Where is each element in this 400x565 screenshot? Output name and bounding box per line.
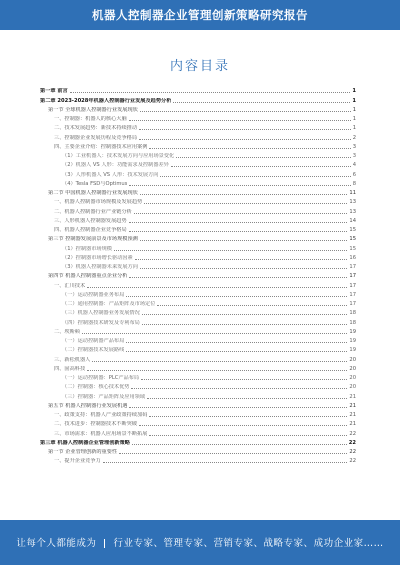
toc-entry-page: 20: [349, 375, 356, 381]
toc-entry[interactable]: [40, 150, 356, 159]
toc-entry[interactable]: [40, 455, 356, 464]
toc-entry-title: 一、汇川技术: [54, 282, 86, 289]
toc-entry[interactable]: [40, 141, 356, 150]
toc-entry[interactable]: [40, 252, 356, 261]
toc-entry[interactable]: [40, 205, 356, 214]
toc-entry[interactable]: [40, 261, 356, 270]
toc-entry[interactable]: [40, 344, 356, 353]
toc-entry[interactable]: [40, 372, 356, 381]
toc-entry-page: 1: [352, 116, 356, 122]
toc-entry-title: （3）人形机器人 VS 人形：技术发展方向: [62, 171, 159, 178]
toc-entry-page: 21: [349, 393, 356, 400]
toc-entry-page: 1: [352, 125, 356, 132]
toc-leader-dots: [119, 453, 347, 454]
toc-entry-page: 17: [349, 301, 356, 307]
toc-entry-title: （二）控制器：核心技术优势: [62, 384, 130, 391]
toc-entry[interactable]: [40, 104, 356, 113]
toc-entry[interactable]: [40, 353, 356, 362]
toc-entry-title: （1）控制器市场规模: [62, 245, 112, 252]
toc-entry[interactable]: [40, 418, 356, 427]
toc-entry-page: 13: [349, 199, 356, 206]
toc-entry[interactable]: [40, 307, 356, 316]
toc-leader-dots: [82, 333, 347, 334]
toc-entry-title: （3）机器人控制器未来发展方向: [62, 264, 138, 270]
toc-entry[interactable]: [40, 131, 356, 140]
toc-entry-title: 三、人形机器人控制器发展趋势: [54, 217, 127, 224]
toc-leader-dots: [176, 157, 350, 158]
toc-leader-dots: [160, 176, 350, 177]
toc-entry-page: 14: [349, 217, 356, 224]
toc-entry[interactable]: [40, 381, 356, 390]
toc-entry-title: 第一章 前言: [40, 88, 68, 95]
toc-entry-page: 21: [349, 421, 356, 428]
toc-entry[interactable]: [40, 289, 356, 298]
toc-entry-title: 四、固高科技: [54, 365, 86, 372]
toc-entry[interactable]: [40, 437, 356, 446]
toc-entry-title: 二、技术发展趋势：新技术持续推动: [54, 125, 138, 132]
toc-entry-title: （四）控制器技术研发及专利布局: [62, 319, 140, 326]
toc-entry-page: 1: [352, 106, 356, 113]
toc-leader-dots: [141, 379, 347, 380]
toc-entry-title: 二、机器人控制器行业产业链分析: [54, 208, 132, 215]
toc-entry-page: 11: [349, 190, 356, 196]
toc-entry-title: （三）机器人控制器业务发展情况: [62, 310, 140, 317]
toc-entry-page: 17: [349, 282, 356, 289]
toc-leader-dots: [114, 250, 347, 251]
toc-entry-title: 四、主要企业介绍：控制器技术应用案例: [54, 143, 148, 150]
toc-entry-title: （一）运动控制器：PLC产品布局: [62, 375, 140, 381]
toc-leader-dots: [139, 425, 347, 426]
toc-leader-dots: [70, 92, 351, 93]
toc-entry-page: 3: [352, 153, 356, 159]
toc-entry[interactable]: [40, 316, 356, 325]
toc-entry-page: 19: [349, 338, 356, 344]
toc-entry-page: 19: [349, 328, 356, 335]
toc-entry-title: 三、市场需求：机器人应用场景不断拓展: [54, 430, 148, 437]
toc-entry[interactable]: [40, 159, 356, 168]
toc-entry-page: 20: [349, 384, 356, 391]
toc-entry[interactable]: [40, 400, 356, 409]
toc-leader-dots: [139, 129, 351, 130]
toc-entry[interactable]: [40, 85, 356, 94]
toc-entry-title: 第三章 机器人控制器企业管理创新策略: [40, 439, 130, 446]
toc-entry-page: 3: [352, 143, 356, 150]
toc-entry-title: （1）工业机器人：技术发展方向与应用场景变化: [62, 153, 175, 159]
toc-entry-title: 三、控制器企业发展历程及竞争格局: [54, 134, 138, 141]
toc-leader-dots: [87, 287, 347, 288]
toc-entry-title: 第一节 全球机器人控制器行业发展现状: [48, 106, 138, 113]
toc-entry-page: 15: [349, 245, 356, 252]
toc-entry-page: 15: [349, 236, 356, 243]
toc-entry-title: 第二节 中国机器人控制器行业发展现状: [48, 190, 138, 196]
footer-role: 战略专家: [263, 538, 304, 549]
toc-entry-title: 四、机器人控制器企业竞争格局: [54, 227, 127, 233]
toc-entry[interactable]: [40, 335, 356, 344]
toc-entry[interactable]: [40, 187, 356, 196]
toc-leader-dots: [129, 120, 351, 121]
toc-entry-page: 22: [349, 458, 356, 465]
toc-leader-dots: [129, 185, 350, 186]
header-title: 机器人控制器企业管理创新策略研究报告: [92, 8, 308, 22]
toc-entry-page: 22: [348, 439, 356, 446]
footer-role: 营销专家: [213, 538, 254, 549]
toc-entry-title: 一、机器人控制器市场规模及发展趋势: [54, 199, 143, 206]
toc-entry-page: 1: [352, 97, 356, 104]
toc-entry[interactable]: [40, 279, 356, 288]
toc-entry-title: 一、政策支持：机器人产业政策持续加码: [54, 412, 148, 418]
toc-entry[interactable]: [40, 233, 356, 242]
toc-leader-dots: [92, 361, 347, 362]
footer-role: 管理专家: [163, 538, 204, 549]
footer-slogan: 让每个人都能成为 行业专家、管理专家、营销专家、战略专家、成功企业家……: [16, 538, 384, 549]
toc-entry[interactable]: [40, 122, 356, 131]
toc-entry-title: （2）控制器市场增长驱动因素: [62, 254, 133, 261]
toc-entry[interactable]: [40, 215, 356, 224]
toc-entry-title: （二）通用控制器：产品矩阵及市场定位: [62, 301, 156, 307]
toc-leader-dots: [142, 314, 348, 315]
footer-lead: 让每个人都能成为: [16, 538, 97, 549]
toc-entry-page: 17: [349, 264, 356, 270]
toc-leader-dots: [173, 102, 350, 103]
toc-entry[interactable]: [40, 224, 356, 233]
toc-entry[interactable]: [40, 270, 356, 279]
toc-entry-page: 8: [352, 180, 356, 187]
table-of-contents: [40, 85, 356, 464]
toc-entry[interactable]: [40, 178, 356, 187]
footer-bar: [0, 520, 400, 565]
toc-entry-title: 第五节 机器人控制器行业发展机遇: [48, 402, 128, 409]
toc-entry-page: 16: [349, 254, 356, 261]
footer-role: 成功企业家……: [313, 538, 384, 549]
toc-entry-page: 4: [352, 162, 356, 169]
toc-leader-dots: [139, 139, 351, 140]
toc-entry-page: 18: [349, 319, 356, 326]
toc-leader-dots: [87, 370, 347, 371]
toc-leader-dots: [140, 268, 347, 269]
toc-leader-dots: [149, 416, 347, 417]
toc-entry-page: 6: [352, 171, 356, 178]
toc-entry[interactable]: [40, 427, 356, 436]
toc-entry-title: （三）控制器：产品矩阵及应用领域: [62, 393, 146, 400]
toc-leader-dots: [129, 222, 348, 223]
toc-entry-title: 二、技术进步：控制器技术不断突破: [54, 421, 138, 428]
toc-entry-page: 2: [352, 134, 356, 141]
toc-leader-dots: [149, 435, 347, 436]
toc-leader-dots: [147, 398, 347, 399]
toc-entry-page: 20: [349, 356, 356, 363]
toc-entry-page: 19: [349, 347, 356, 354]
toc-entry[interactable]: [40, 409, 356, 418]
toc-entry-title: 第四节 机器人控制器重点企业分析: [48, 273, 128, 280]
toc-leader-dots: [129, 277, 347, 278]
toc-entry[interactable]: [40, 94, 356, 103]
toc-leader-dots: [142, 324, 348, 325]
toc-entry-title: 一、提升企业竞争力: [54, 458, 101, 465]
toc-entry[interactable]: [40, 242, 356, 251]
toc-entry-title: 一、控制器：机器人的核心大脑: [54, 116, 127, 122]
divider: [104, 539, 105, 548]
toc-entry[interactable]: [40, 326, 356, 335]
toc-leader-dots: [157, 305, 347, 306]
toc-leader-dots: [132, 444, 347, 445]
toc-entry-title: 三、新松机器人: [54, 356, 91, 363]
toc-entry-page: 17: [349, 273, 356, 280]
toc-entry-page: 13: [349, 208, 356, 215]
toc-entry[interactable]: [40, 446, 356, 455]
toc-entry-page: 20: [349, 365, 356, 372]
toc-entry-title: 二、埃斯顿: [54, 328, 80, 335]
toc-leader-dots: [144, 203, 347, 204]
toc-leader-dots: [135, 259, 348, 260]
toc-leader-dots: [134, 213, 348, 214]
toc-entry[interactable]: [40, 363, 356, 372]
toc-entry-title: （2）机器人 VS 人形：功能需求及控制器差异: [62, 162, 169, 169]
toc-entry-page: 17: [349, 291, 356, 298]
toc-entry[interactable]: [40, 390, 356, 399]
toc-leader-dots: [126, 342, 347, 343]
toc-leader-dots: [149, 148, 350, 149]
toc-leader-dots: [171, 166, 351, 167]
toc-leader-dots: [129, 231, 348, 232]
toc-entry-title: （二）控制器技术发展路线: [62, 347, 125, 354]
page-title: 内容目录: [169, 59, 230, 74]
toc-entry-page: 15: [349, 227, 356, 233]
toc-leader-dots: [140, 194, 348, 195]
toc-entry-page: 21: [349, 412, 356, 418]
toc-entry-page: 1: [352, 88, 356, 95]
toc-entry-page: 18: [349, 310, 356, 317]
toc-entry-title: （4）Tesla FSD与Optimus: [62, 180, 128, 187]
toc-entry-title: （一）运动控制器业务布局: [62, 291, 125, 298]
toc-entry[interactable]: [40, 113, 356, 122]
footer-role: 行业专家: [113, 538, 154, 549]
toc-leader-dots: [140, 240, 348, 241]
toc-entry-page: 21: [349, 402, 356, 409]
toc-leader-dots: [126, 296, 347, 297]
toc-entry-title: （一）运动控制器产品布局: [62, 338, 125, 344]
toc-leader-dots: [140, 111, 351, 112]
toc-entry[interactable]: [40, 196, 356, 205]
toc-entry-title: 第三节 控制器发展前景及市场规模预测: [48, 236, 138, 243]
toc-entry[interactable]: [40, 168, 356, 177]
toc-leader-dots: [103, 462, 348, 463]
toc-entry-page: 22: [349, 449, 356, 455]
toc-entry-title: 第二章 2023-2028年机器人控制器行业发展及趋势分析: [40, 97, 172, 104]
toc-entry-title: 第一节 企业管理创新的重要性: [48, 449, 118, 455]
toc-leader-dots: [129, 407, 347, 408]
header-bar: [0, 0, 400, 30]
toc-entry-page: 22: [349, 430, 356, 437]
toc-entry[interactable]: [40, 298, 356, 307]
toc-leader-dots: [131, 388, 347, 389]
toc-leader-dots: [126, 351, 347, 352]
